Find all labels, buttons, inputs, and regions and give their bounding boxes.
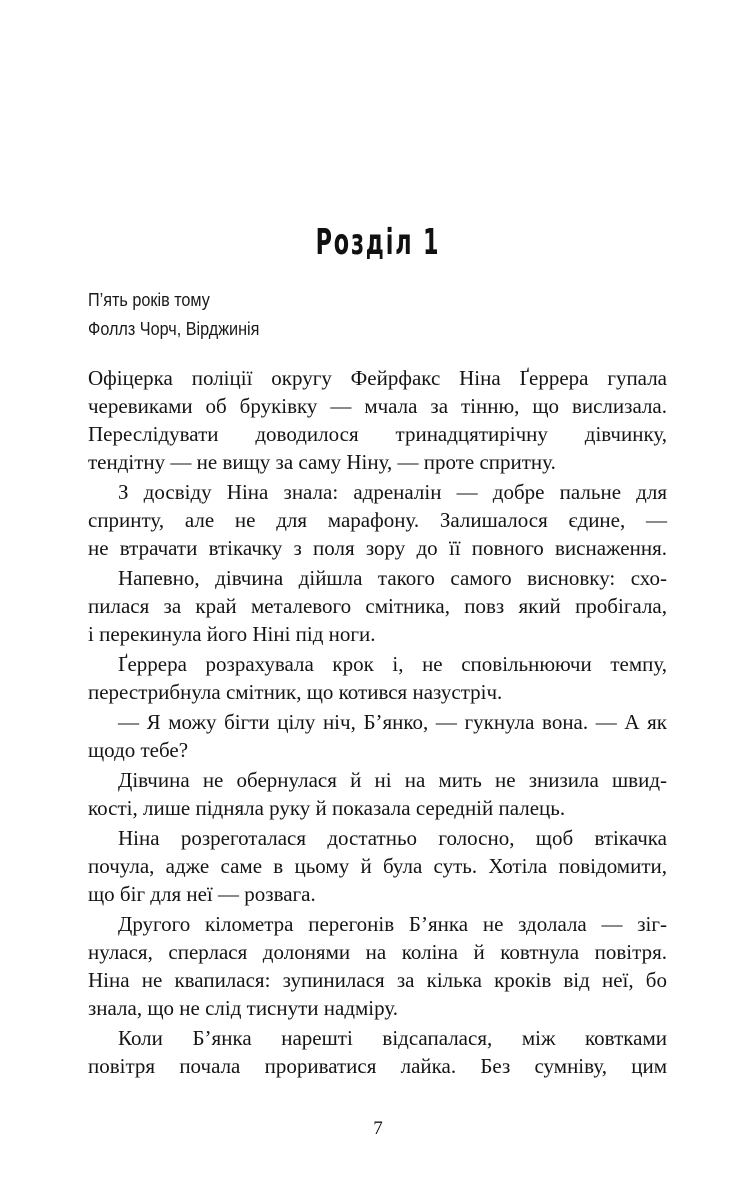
text-line: Ніна розреготалася достатньо голосно, щоб втікачка bbox=[118, 826, 667, 850]
text-line: Напевно, дівчина дійшла такого самого висновку: схо- bbox=[118, 566, 667, 590]
text-line: Другого кілометра перегонів Б’янка не здолала — зіг- bbox=[118, 912, 667, 936]
page-number: 7 bbox=[373, 1118, 383, 1139]
text-line: черевиками об бруківку — мчала за тінню, що вислизала. bbox=[88, 394, 667, 418]
text-line: щодо тебе? bbox=[88, 738, 189, 762]
text-line: Переслідувати доводилося тринадцятирічну дівчинку, bbox=[88, 422, 667, 446]
text-line: Ніна не квапилася: зупинилася за кілька кроків від неї, бо bbox=[88, 968, 667, 992]
text-line: Офіцерка поліції округу Фейрфакс Ніна Ґеррера гупала bbox=[88, 366, 667, 390]
text-line: пилася за край металевого смітника, повз який пробігала, bbox=[88, 594, 667, 618]
text-line: і перекинула його Ніні під ноги. bbox=[88, 622, 376, 646]
chapter-place: Фоллз Чорч, Вірджинія bbox=[88, 319, 260, 339]
text-line: повітря почала прориватися лайка. Без сумніву, цим bbox=[88, 1054, 667, 1078]
text-line: Дівчина не обернулася й ні на мить не знизила швид- bbox=[118, 768, 667, 792]
text-line: — Я можу бігти цілу ніч, Б’янко, — гукнула вона. — А як bbox=[118, 710, 667, 734]
chapter-title: Розділ 1 bbox=[315, 222, 441, 263]
text-line: не втрачати втікачку з поля зору до її повного виснаження. bbox=[88, 536, 667, 560]
text-line: кості, лише підняла руку й показала середній палець. bbox=[88, 796, 566, 820]
chapter-time: П’ять років тому bbox=[88, 290, 210, 310]
text-line: Ґеррера розрахувала крок і, не сповільнюючи темпу, bbox=[118, 652, 667, 676]
text-line: тендітну — не вищу за саму Ніну, — проте спритну. bbox=[88, 450, 556, 474]
text-line: знала, що не слід тиснути надміру. bbox=[88, 996, 399, 1020]
text-line: почула, адже саме в цьому й була суть. Хотіла повідомити, bbox=[88, 854, 667, 878]
text-line: З досвіду Ніна знала: адреналін — добре пальне для bbox=[118, 480, 667, 504]
text-line: спринту, але не для марафону. Залишалося єдине, — bbox=[88, 508, 667, 532]
text-line: перестрибнула смітник, що котився назустріч. bbox=[88, 680, 503, 704]
text-line: Коли Б’янка нарешті відсапалася, між ковтками bbox=[118, 1026, 667, 1050]
text-line: що біг для неї — розвага. bbox=[88, 882, 316, 906]
text-line: нулася, сперлася долонями на коліна й ковтнула повітря. bbox=[88, 940, 667, 964]
